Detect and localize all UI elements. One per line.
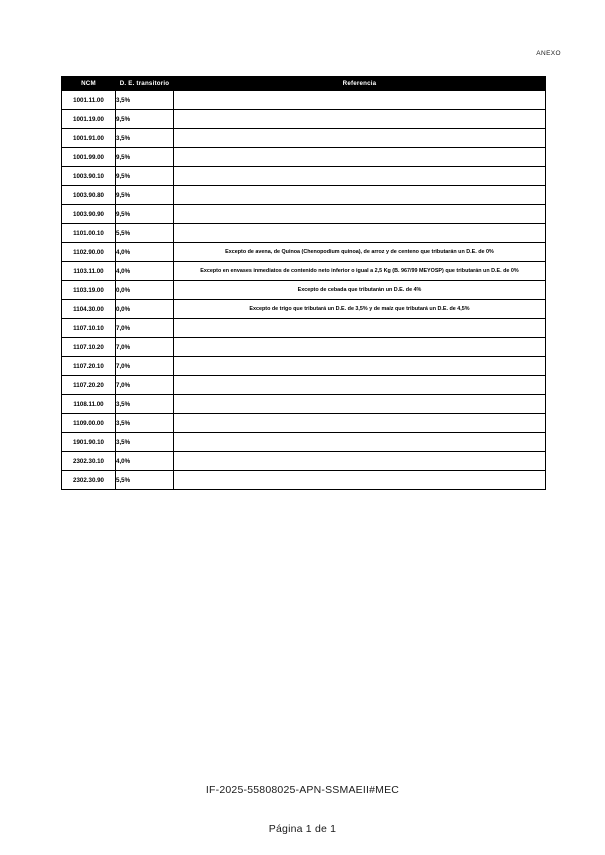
cell-derecho-exportacion: 0,0% (116, 300, 174, 319)
table-row (62, 262, 546, 281)
cell-ncm: 1102.90.00 (62, 243, 116, 262)
cell-referencia (174, 167, 546, 186)
cell-referencia (174, 376, 546, 395)
table-row (62, 319, 546, 338)
nomenclature-table-wrapper (61, 76, 545, 490)
cell-referencia (174, 395, 546, 414)
cell-referencia: Excepto de trigo que tributará un D.E. de 3,5% y de maíz que tributará un D.E. de 4,5% (174, 300, 546, 319)
footer-identifier: IF-2025-55808025-APN-SSMAEII#MEC (205, 784, 400, 796)
table-header-row (62, 77, 546, 91)
cell-ncm: 1003.90.90 (62, 205, 116, 224)
cell-referencia (174, 129, 546, 148)
cell-ncm: 1003.90.80 (62, 186, 116, 205)
cell-derecho-exportacion: 9,5% (116, 148, 174, 167)
cell-referencia (174, 110, 546, 129)
cell-ncm: 1001.11.00 (62, 91, 116, 110)
cell-derecho-exportacion: 9,5% (116, 167, 174, 186)
table-row (62, 167, 546, 186)
cell-referencia: Excepto en envases inmediatos de contenido neto inferior o igual a 2,5 Kg (B. 967/99 MEYOSP) que tributarán un D.E. de 0% (174, 262, 546, 281)
table-row (62, 186, 546, 205)
cell-derecho-exportacion: 7,0% (116, 338, 174, 357)
cell-ncm: 1103.11.00 (62, 262, 116, 281)
cell-derecho-exportacion: 9,5% (116, 205, 174, 224)
cell-referencia (174, 186, 546, 205)
footer-page-number: Página 1 de 1 (268, 823, 337, 835)
cell-derecho-exportacion: 5,5% (116, 224, 174, 243)
cell-ncm: 1104.30.00 (62, 300, 116, 319)
cell-ncm: 2302.30.90 (62, 471, 116, 490)
cell-derecho-exportacion: 9,5% (116, 186, 174, 205)
cell-referencia (174, 319, 546, 338)
table-row (62, 357, 546, 376)
cell-ncm: 1103.19.00 (62, 281, 116, 300)
cell-ncm: 1107.10.10 (62, 319, 116, 338)
cell-derecho-exportacion: 0,0% (116, 281, 174, 300)
cell-referencia: Excepto de cebada que tributarán un D.E. de 4% (174, 281, 546, 300)
cell-ncm: 1001.91.00 (62, 129, 116, 148)
table-row (62, 471, 546, 490)
table-row (62, 300, 546, 319)
cell-derecho-exportacion: 5,5% (116, 471, 174, 490)
cell-referencia (174, 433, 546, 452)
cell-ncm: 1001.19.00 (62, 110, 116, 129)
table-row (62, 281, 546, 300)
table-row (62, 205, 546, 224)
table-row (62, 148, 546, 167)
table-row (62, 338, 546, 357)
cell-derecho-exportacion: 9,5% (116, 110, 174, 129)
cell-derecho-exportacion: 3,5% (116, 414, 174, 433)
table-row (62, 376, 546, 395)
cell-derecho-exportacion: 3,5% (116, 395, 174, 414)
cell-derecho-exportacion: 4,0% (116, 262, 174, 281)
cell-ncm: 1109.00.00 (62, 414, 116, 433)
cell-derecho-exportacion: 7,0% (116, 376, 174, 395)
cell-referencia (174, 357, 546, 376)
cell-ncm: 1108.11.00 (62, 395, 116, 414)
cell-referencia (174, 471, 546, 490)
cell-derecho-exportacion: 3,5% (116, 129, 174, 148)
table-row (62, 414, 546, 433)
cell-derecho-exportacion: 3,5% (116, 433, 174, 452)
cell-referencia (174, 414, 546, 433)
table-row (62, 395, 546, 414)
cell-ncm: 1101.00.10 (62, 224, 116, 243)
cell-referencia (174, 452, 546, 471)
column-header-ncm: NCM (62, 77, 116, 91)
cell-derecho-exportacion: 7,0% (116, 357, 174, 376)
table-row (62, 224, 546, 243)
cell-derecho-exportacion: 4,0% (116, 452, 174, 471)
cell-referencia (174, 224, 546, 243)
cell-derecho-exportacion: 4,0% (116, 243, 174, 262)
table-row (62, 452, 546, 471)
cell-derecho-exportacion: 3,5% (116, 91, 174, 110)
cell-derecho-exportacion: 7,0% (116, 319, 174, 338)
anexo-label: ANEXO (536, 50, 561, 57)
cell-ncm: 1003.90.10 (62, 167, 116, 186)
cell-ncm: 1107.10.20 (62, 338, 116, 357)
cell-referencia (174, 148, 546, 167)
table-row (62, 110, 546, 129)
nomenclature-table (61, 76, 546, 490)
column-header-de: D. E. transitorio (116, 77, 174, 91)
cell-ncm: 2302.30.10 (62, 452, 116, 471)
table-row (62, 433, 546, 452)
cell-ncm: 1901.90.10 (62, 433, 116, 452)
cell-ncm: 1107.20.20 (62, 376, 116, 395)
cell-ncm: 1001.99.00 (62, 148, 116, 167)
cell-referencia (174, 91, 546, 110)
table-body (62, 91, 546, 490)
table-row (62, 91, 546, 110)
cell-referencia: Excepto de avena, de Quinoa (Chenopodium quinoa), de arroz y de centeno que tributarán un D.E. de 0% (174, 243, 546, 262)
table-row (62, 243, 546, 262)
cell-ncm: 1107.20.10 (62, 357, 116, 376)
cell-referencia (174, 205, 546, 224)
column-header-referencia: Referencia (174, 77, 546, 91)
cell-referencia (174, 338, 546, 357)
table-header (62, 77, 546, 91)
table-row (62, 129, 546, 148)
